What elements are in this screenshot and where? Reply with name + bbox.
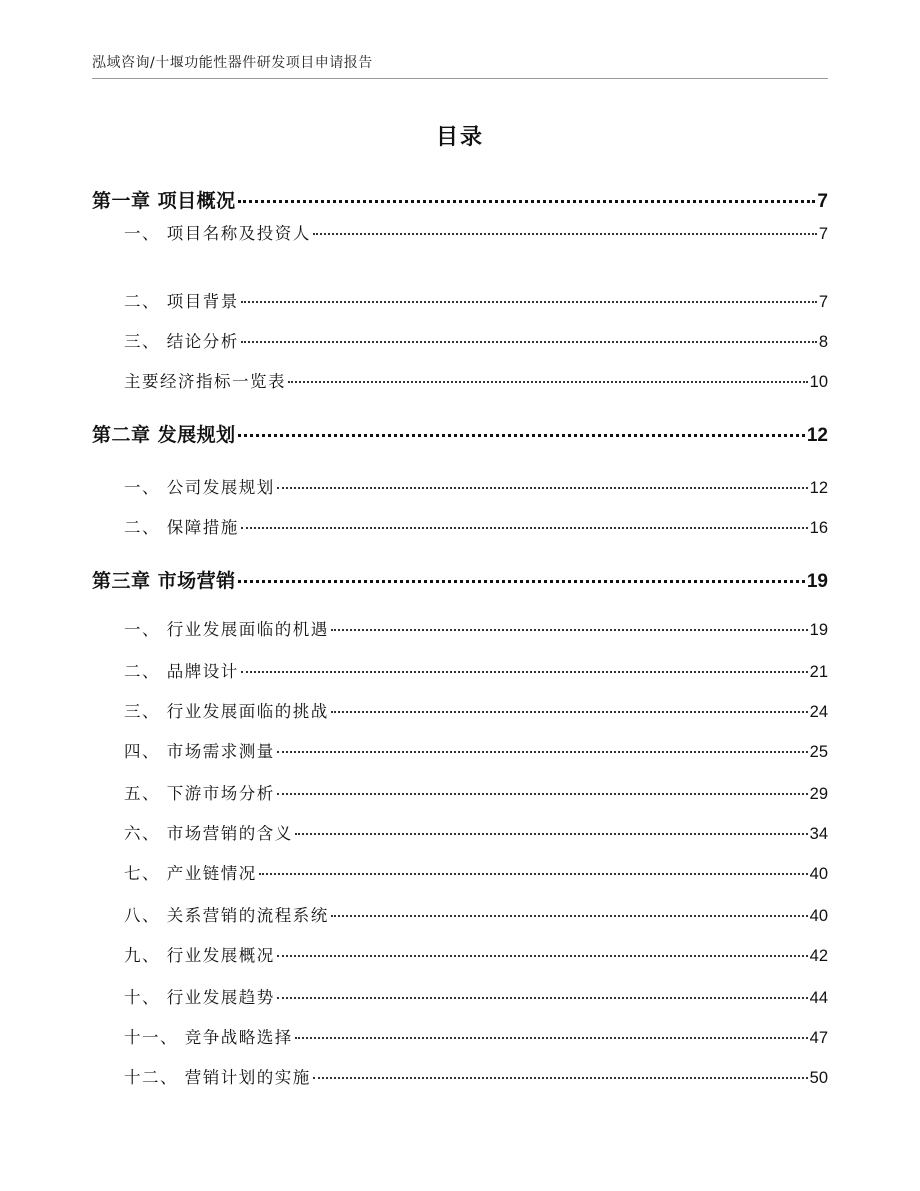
toc-page-number: 44 — [809, 989, 828, 1007]
toc-page-number: 50 — [809, 1069, 828, 1087]
dot-leader — [313, 233, 817, 235]
dot-leader — [241, 671, 808, 673]
toc-entry-label: 主要经济指标一览表 — [124, 372, 286, 391]
dot-leader — [277, 793, 808, 795]
dot-leader — [295, 1037, 808, 1039]
dot-leader — [277, 751, 808, 753]
toc-entry-label: 第一章 项目概况 — [92, 190, 236, 212]
dot-leader — [238, 200, 816, 203]
toc-entry-label: 十一、 竞争战略选择 — [124, 1028, 293, 1047]
toc-section-entry[interactable] — [92, 220, 828, 244]
toc-entry-label: 七、 产业链情况 — [124, 864, 257, 883]
toc-section-entry[interactable] — [92, 698, 828, 722]
toc-page-number: 12 — [806, 425, 828, 446]
toc-section-entry[interactable] — [92, 902, 828, 926]
dot-leader — [277, 955, 808, 957]
toc-entry-label: 三、 行业发展面临的挑战 — [124, 702, 329, 721]
toc-entry-label: 第二章 发展规划 — [92, 424, 236, 446]
toc-page-number: 19 — [809, 621, 828, 639]
toc-entry-label: 四、 市场需求测量 — [124, 742, 275, 761]
toc-entry-label: 十、 行业发展趋势 — [124, 988, 275, 1007]
toc-entry-label: 二、 保障措施 — [124, 518, 239, 537]
dot-leader — [313, 1077, 808, 1079]
toc-section-entry[interactable] — [92, 942, 828, 966]
toc-page-number: 34 — [809, 825, 828, 843]
dot-leader — [241, 341, 817, 343]
toc-page-number: 16 — [809, 519, 828, 537]
dot-leader — [241, 301, 817, 303]
dot-leader — [241, 527, 808, 529]
toc-entry-label: 三、 结论分析 — [124, 332, 239, 351]
dot-leader — [288, 381, 808, 383]
toc-entry-label: 第三章 市场营销 — [92, 570, 236, 592]
toc-entry-label: 二、 品牌设计 — [124, 662, 239, 681]
toc-entry-label: 十二、 营销计划的实施 — [124, 1068, 311, 1087]
dot-leader — [259, 873, 808, 875]
dot-leader — [295, 833, 808, 835]
toc-page-number: 25 — [809, 743, 828, 761]
dot-leader — [238, 434, 805, 437]
toc-page-number: 40 — [809, 865, 828, 883]
toc-entry-label: 六、 市场营销的含义 — [124, 824, 293, 843]
toc-section-entry[interactable] — [92, 288, 828, 312]
toc-section-entry[interactable] — [92, 514, 828, 538]
toc-section-entry[interactable] — [92, 820, 828, 844]
toc-page-number: 7 — [818, 293, 828, 311]
toc-section-entry[interactable] — [92, 738, 828, 762]
dot-leader — [277, 487, 808, 489]
toc-section-entry[interactable] — [92, 984, 828, 1008]
toc-entry-label: 一、 项目名称及投资人 — [124, 224, 311, 243]
dot-leader — [331, 711, 808, 713]
toc-entry-label: 五、 下游市场分析 — [124, 784, 275, 803]
dot-leader — [238, 580, 805, 583]
toc-section-entry[interactable] — [92, 780, 828, 804]
toc-page-number: 7 — [817, 191, 828, 212]
toc-section-entry[interactable] — [92, 474, 828, 498]
toc-page-number: 47 — [809, 1029, 828, 1047]
toc-page-number: 21 — [809, 663, 828, 681]
toc-section-entry[interactable] — [92, 1024, 828, 1048]
toc-section-entry[interactable] — [92, 616, 828, 640]
toc-page-number: 40 — [809, 907, 828, 925]
dot-leader — [331, 629, 808, 631]
toc-chapter-entry[interactable] — [92, 566, 828, 593]
toc-entry-label: 一、 行业发展面临的机遇 — [124, 620, 329, 639]
toc-page-number: 24 — [809, 703, 828, 721]
toc-entry-label: 九、 行业发展概况 — [124, 946, 275, 965]
toc-section-entry[interactable] — [92, 860, 828, 884]
toc-page-number: 42 — [809, 947, 828, 965]
toc-page-number: 19 — [806, 571, 828, 592]
toc-page-number: 10 — [809, 373, 828, 391]
toc-section-entry[interactable] — [92, 1064, 828, 1088]
running-header: 泓域咨询/十堰功能性器件研发项目申请报告 — [92, 55, 373, 71]
toc-section-entry[interactable] — [92, 658, 828, 682]
toc-page-number: 7 — [818, 225, 828, 243]
toc-page-number: 29 — [809, 785, 828, 803]
toc-entry-label: 八、 关系营销的流程系统 — [124, 906, 329, 925]
toc-entry-label: 二、 项目背景 — [124, 292, 239, 311]
dot-leader — [277, 997, 808, 999]
dot-leader — [331, 915, 808, 917]
toc-chapter-entry[interactable] — [92, 420, 828, 447]
toc-entry-label: 一、 公司发展规划 — [124, 478, 275, 497]
toc-chapter-entry[interactable] — [92, 186, 828, 213]
toc-title: 目录 — [435, 125, 484, 150]
header-rule — [92, 78, 828, 79]
toc-page-number: 8 — [818, 333, 828, 351]
toc-page-number: 12 — [809, 479, 828, 497]
toc-section-entry[interactable] — [92, 368, 828, 392]
toc-section-entry[interactable] — [92, 328, 828, 352]
